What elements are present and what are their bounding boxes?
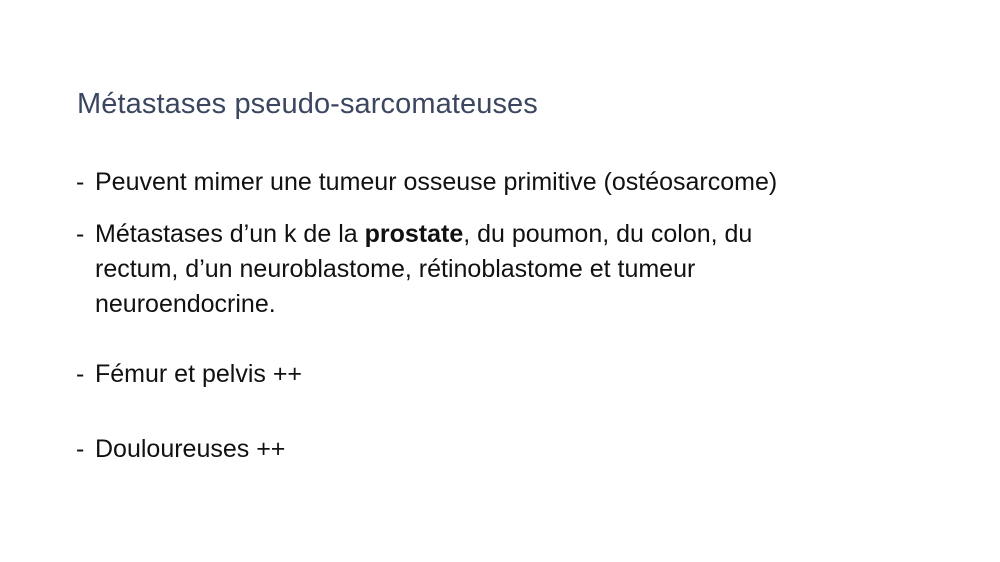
bullet-marker: - — [76, 220, 85, 248]
bullet-line: rectum, d’un neuroblastome, rétinoblastome et tumeur — [95, 255, 696, 283]
bullet-text-segment: Métastases d’un k de la — [95, 220, 365, 248]
bullet-text: Douloureuses ++ — [95, 435, 286, 463]
bullet-marker: - — [76, 435, 85, 463]
bullet-marker: - — [76, 360, 85, 388]
bullet-text: Peuvent mimer une tumeur osseuse primitive (ostéosarcome) — [95, 168, 778, 196]
bullet-text-segment: , du poumon, du colon, du — [463, 220, 753, 248]
bullet-bold-term: prostate — [364, 220, 464, 248]
bullet-line: neuroendocrine. — [95, 290, 276, 318]
bullet-text: Fémur et pelvis ++ — [95, 360, 303, 388]
bullet-item — [76, 217, 956, 322]
bullet-line — [95, 217, 956, 252]
bullet-item — [76, 165, 956, 200]
bullet-item — [76, 357, 956, 392]
bullet-text — [95, 217, 956, 322]
bullet-item — [76, 432, 956, 467]
bullet-marker: - — [76, 168, 85, 196]
slide-title: Métastases pseudo-sarcomateuses — [77, 88, 538, 120]
